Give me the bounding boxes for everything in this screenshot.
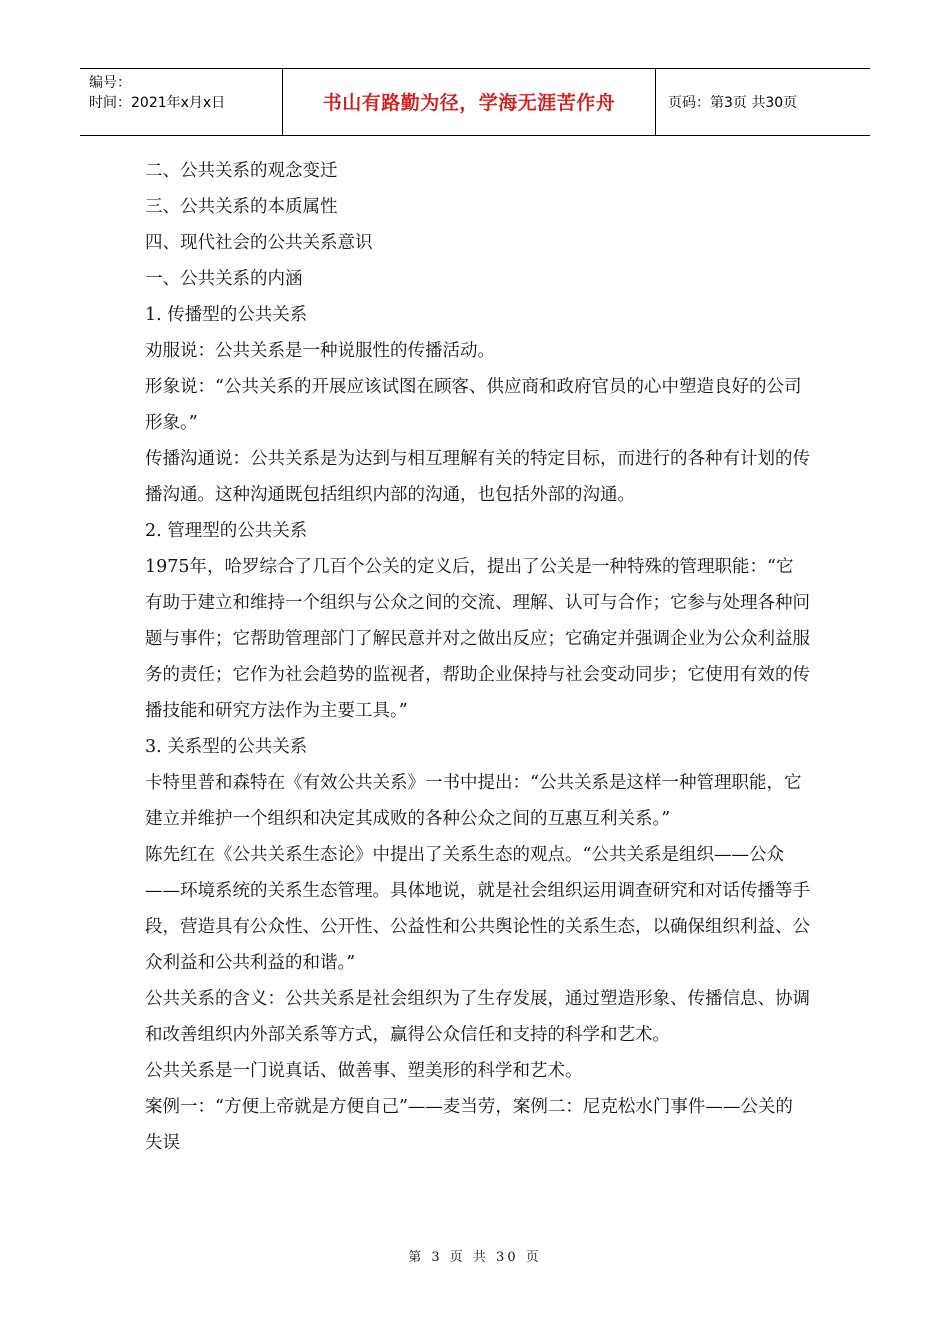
body-paragraph: 劝服说：公共关系是一种说服性的传播活动。 [145,341,495,361]
section-heading: 一、公共关系的内涵 [145,269,303,289]
document-time-label: 时间：2021年x月x日 [89,95,226,111]
subsection-heading: 1. 传播型的公共关系 [145,305,308,325]
body-paragraph: 公共关系是一门说真话、做善事、塑美形的科学和艺术。 [145,1061,583,1081]
header-motto-cell [282,69,656,135]
body-paragraph: 公共关系的含义：公共关系是社会组织为了生存发展，通过塑造形象、传播信息、协调和改善组织内外部关系等方式，赢得公众信任和支持的科学和艺术。 [145,989,810,1045]
header-page-info: 页码：第3页 共30页 [668,95,798,111]
document-body [145,153,810,1161]
page-footer: 第 3 页 共 30 页 [408,1250,542,1265]
section-heading: 四、现代社会的公共关系意识 [145,233,373,253]
body-paragraph: 案例一：“方便上帝就是方便自己”——麦当劳，案例二：尼克松水门事件——公关的失误 [145,1097,793,1153]
body-paragraph: 传播沟通说：公共关系是为达到与相互理解有关的特定目标，而进行的各种有计划的传播沟通。这种沟通既包括组织内部的沟通，也包括外部的沟通。 [145,449,810,505]
subsection-heading: 2. 管理型的公共关系 [145,521,308,541]
body-paragraph: 陈先红在《公共关系生态论》中提出了关系生态的观点。“公共关系是组织——公众——环境系统的关系生态管理。具体地说，就是社会组织运用调查研究和对话传播等手段，营造具有公众性、公开性、公益性和公共舆论性的关系生态，以确保组织利益、公众利益和公共利益的和谐。” [145,845,810,973]
section-heading: 二、公共关系的观念变迁 [145,161,338,181]
body-paragraph: 1975年，哈罗综合了几百个公关的定义后，提出了公关是一种特殊的管理职能：“它有助于建立和维持一个组织与公众之间的交流、理解、认可与合作；它参与处理各种问题与事件；它帮助管理部门了解民意并对之做出反应；它确定并强调企业为公众利益服务的责任；它作为社会趋势的监视者，帮助企业保持与社会变动同步；它使用有效的传播技能和研究方法作为主要工具。” [145,557,810,721]
section-heading: 三、公共关系的本质属性 [145,197,338,217]
body-paragraph: 形象说：“公共关系的开展应该试图在顾客、供应商和政府官员的心中塑造良好的公司形象。” [145,377,802,433]
header-page-info-cell [656,69,870,135]
document-number-label: 编号： [89,75,131,91]
page-header [80,68,870,136]
header-motto: 书山有路勤为径，学海无涯苦作舟 [322,91,616,114]
subsection-heading: 3. 关系型的公共关系 [145,737,308,757]
body-paragraph: 卡特里普和森特在《有效公共关系》一书中提出：“公共关系是这样一种管理职能，它建立并维护一个组织和决定其成败的各种公众之间的互惠互利关系。” [145,773,802,829]
header-meta [80,69,282,135]
